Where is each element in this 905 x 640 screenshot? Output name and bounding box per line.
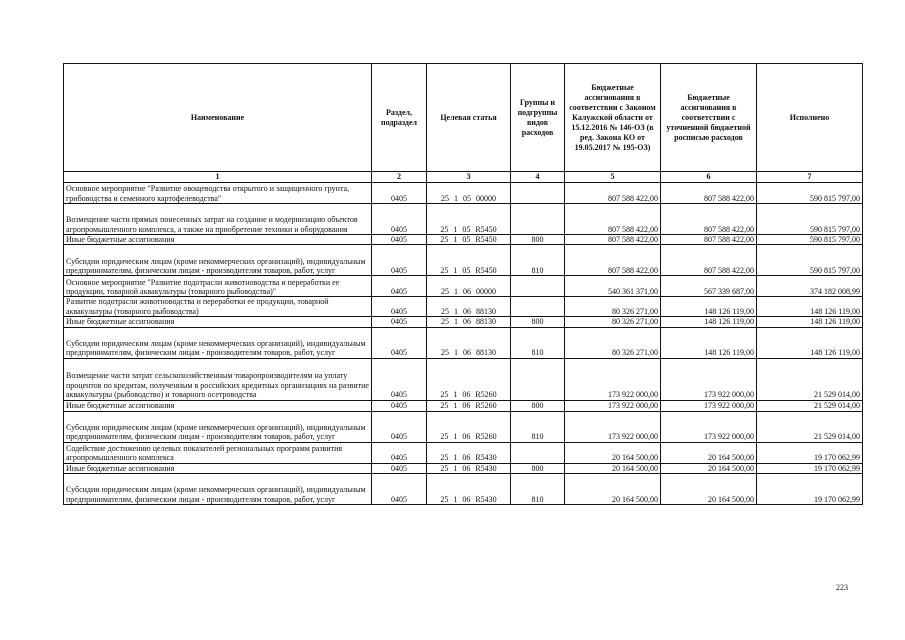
cell-group: 800: [511, 463, 565, 473]
cell-executed: 148 126 119,00: [757, 327, 863, 358]
cell-refined: 173 922 000,00: [661, 358, 757, 400]
cell-name: Развитие подотрасли животноводства и переработки ее продукции, товарной аквакультуры (товарного рыбоводства): [64, 297, 372, 317]
cell-refined: 148 126 119,00: [661, 317, 757, 327]
cell-budget: 807 588 422,00: [565, 183, 661, 204]
cell-article: 25 1 05 R5450: [427, 235, 511, 245]
header-row: [64, 64, 863, 172]
cell-group: [511, 204, 565, 235]
budget-table: [63, 63, 863, 505]
table-row: [64, 400, 863, 411]
table-row: [64, 183, 863, 204]
cell-refined: 567 339 687,00: [661, 276, 757, 297]
cell-article: 25 1 06 R5260: [427, 411, 511, 442]
cell-refined: 807 588 422,00: [661, 183, 757, 204]
cell-budget: 540 361 371,00: [565, 276, 661, 297]
cell-executed: 374 182 008,99: [757, 276, 863, 297]
cell-group: [511, 183, 565, 204]
cell-name: Субсидии юридическим лицам (кроме некоммерческих организаций), индивидуальным предпринимателям, физическим лицам - производителям товаров, работ, услуг: [64, 474, 372, 505]
cell-budget: 80 326 271,00: [565, 327, 661, 358]
cell-name: Субсидии юридическим лицам (кроме некоммерческих организаций), индивидуальным предпринимателям, физическим лицам - производителям товаров, работ, услуг: [64, 245, 372, 276]
cell-article: 25 1 06 R5260: [427, 358, 511, 400]
column-number: 1: [64, 172, 372, 183]
cell-budget: 807 588 422,00: [565, 235, 661, 245]
cell-budget: 807 588 422,00: [565, 245, 661, 276]
cell-section: 0405: [372, 411, 427, 442]
column-number-row: [64, 172, 863, 183]
table-row: [64, 276, 863, 297]
cell-executed: 19 170 062,99: [757, 442, 863, 463]
cell-name: Иные бюджетные ассигнования: [64, 235, 372, 245]
cell-name: Субсидии юридическим лицам (кроме некоммерческих организаций), индивидуальным предпринимателям, физическим лицам - производителям товаров, работ, услуг: [64, 327, 372, 358]
cell-section: 0405: [372, 474, 427, 505]
cell-name: Иные бюджетные ассигнования: [64, 317, 372, 327]
cell-section: 0405: [372, 183, 427, 204]
cell-article: 25 1 06 88130: [427, 327, 511, 358]
cell-executed: 590 815 797,00: [757, 235, 863, 245]
cell-name: Основное мероприятие "Развитие овощеводства открытого и защищенного грунта, грибоводства и семенного картофелеводства": [64, 183, 372, 204]
header-article: Целевая статья: [427, 64, 511, 172]
header-group: Группы и подгруппы видов расходов: [511, 64, 565, 172]
cell-article: 25 1 05 00000: [427, 183, 511, 204]
cell-group: [511, 297, 565, 317]
cell-section: 0405: [372, 327, 427, 358]
cell-budget: 20 164 500,00: [565, 474, 661, 505]
cell-executed: 590 815 797,00: [757, 245, 863, 276]
column-number: 6: [661, 172, 757, 183]
table-body: [64, 183, 863, 505]
cell-section: 0405: [372, 400, 427, 411]
header-budget: Бюджетные ассигнования в соответствии с Законом Калужской области от 15.12.2016 № 146-ОЗ (в ред. Закона КО от 19.05.2017 № 195-ОЗ): [565, 64, 661, 172]
header-section: Раздел, подраздел: [372, 64, 427, 172]
cell-section: 0405: [372, 358, 427, 400]
cell-section: 0405: [372, 204, 427, 235]
cell-executed: 590 815 797,00: [757, 204, 863, 235]
cell-group: 810: [511, 245, 565, 276]
table-row: [64, 297, 863, 317]
cell-section: 0405: [372, 317, 427, 327]
cell-article: 25 1 06 R5430: [427, 474, 511, 505]
header-refined: Бюджетные ассигнования в соответствии с уточненной бюджетной росписью расходов: [661, 64, 757, 172]
table-row: [64, 474, 863, 505]
table-row: [64, 317, 863, 327]
cell-group: [511, 276, 565, 297]
cell-name: Субсидии юридическим лицам (кроме некоммерческих организаций), индивидуальным предпринимателям, физическим лицам - производителям товаров, работ, услуг: [64, 411, 372, 442]
cell-article: 25 1 06 R5260: [427, 400, 511, 411]
cell-group: 800: [511, 400, 565, 411]
cell-refined: 807 588 422,00: [661, 204, 757, 235]
table-row: [64, 442, 863, 463]
cell-executed: 21 529 014,00: [757, 358, 863, 400]
cell-refined: 173 922 000,00: [661, 400, 757, 411]
cell-budget: 20 164 500,00: [565, 463, 661, 473]
table-row: [64, 327, 863, 358]
cell-budget: 173 922 000,00: [565, 400, 661, 411]
cell-refined: 148 126 119,00: [661, 327, 757, 358]
cell-executed: 19 170 062,99: [757, 474, 863, 505]
table-row: [64, 411, 863, 442]
table-row: [64, 463, 863, 473]
cell-name: Содействие достижению целевых показателей региональных программ развития агропромышленного комплекса: [64, 442, 372, 463]
cell-group: 800: [511, 317, 565, 327]
cell-section: 0405: [372, 442, 427, 463]
cell-name: Иные бюджетные ассигнования: [64, 400, 372, 411]
cell-budget: 80 326 271,00: [565, 317, 661, 327]
column-number: 4: [511, 172, 565, 183]
cell-refined: 807 588 422,00: [661, 235, 757, 245]
cell-article: 25 1 06 R5430: [427, 463, 511, 473]
cell-budget: 807 588 422,00: [565, 204, 661, 235]
page-number: 223: [836, 583, 848, 592]
cell-executed: 148 126 119,00: [757, 317, 863, 327]
cell-group: 810: [511, 411, 565, 442]
cell-executed: 21 529 014,00: [757, 400, 863, 411]
cell-name: Возмещение части затрат сельскохозяйственным товаропроизводителям на уплату процентов по кредитам, полученным в российских кредитных организациях на развитие аквакультуры (рыбоводство) и товарного осетроводства: [64, 358, 372, 400]
cell-article: 25 1 06 R5430: [427, 442, 511, 463]
cell-section: 0405: [372, 245, 427, 276]
column-number: 7: [757, 172, 863, 183]
cell-name: Иные бюджетные ассигнования: [64, 463, 372, 473]
table-row: [64, 235, 863, 245]
cell-article: 25 1 06 00000: [427, 276, 511, 297]
cell-group: 810: [511, 327, 565, 358]
cell-article: 25 1 05 R5450: [427, 245, 511, 276]
cell-name: Основное мероприятие "Развитие подотрасли животноводства и переработки ее продукции, товарной аквакультуры (товарного рыбоводства)": [64, 276, 372, 297]
cell-executed: 590 815 797,00: [757, 183, 863, 204]
cell-article: 25 1 06 88130: [427, 317, 511, 327]
table-row: [64, 358, 863, 400]
cell-group: 810: [511, 474, 565, 505]
cell-executed: 148 126 119,00: [757, 297, 863, 317]
cell-budget: 80 326 271,00: [565, 297, 661, 317]
cell-group: 800: [511, 235, 565, 245]
cell-group: [511, 358, 565, 400]
table-row: [64, 245, 863, 276]
cell-budget: 20 164 500,00: [565, 442, 661, 463]
cell-section: 0405: [372, 297, 427, 317]
cell-refined: 20 164 500,00: [661, 474, 757, 505]
cell-refined: 20 164 500,00: [661, 442, 757, 463]
cell-section: 0405: [372, 463, 427, 473]
column-number: 3: [427, 172, 511, 183]
header-name: Наименование: [64, 64, 372, 172]
cell-budget: 173 922 000,00: [565, 358, 661, 400]
cell-refined: 807 588 422,00: [661, 245, 757, 276]
cell-group: [511, 442, 565, 463]
cell-executed: 19 170 062,99: [757, 463, 863, 473]
column-number: 5: [565, 172, 661, 183]
cell-budget: 173 922 000,00: [565, 411, 661, 442]
cell-refined: 148 126 119,00: [661, 297, 757, 317]
cell-name: Возмещение части прямых понесенных затрат на создание и модернизацию объектов агропромышленного комплекса, а также на приобретение техники и оборудования: [64, 204, 372, 235]
cell-article: 25 1 05 R5450: [427, 204, 511, 235]
cell-executed: 21 529 014,00: [757, 411, 863, 442]
cell-section: 0405: [372, 235, 427, 245]
table-row: [64, 204, 863, 235]
header-executed: Исполнено: [757, 64, 863, 172]
cell-refined: 173 922 000,00: [661, 411, 757, 442]
cell-section: 0405: [372, 276, 427, 297]
cell-refined: 20 164 500,00: [661, 463, 757, 473]
column-number: 2: [372, 172, 427, 183]
cell-article: 25 1 06 88130: [427, 297, 511, 317]
